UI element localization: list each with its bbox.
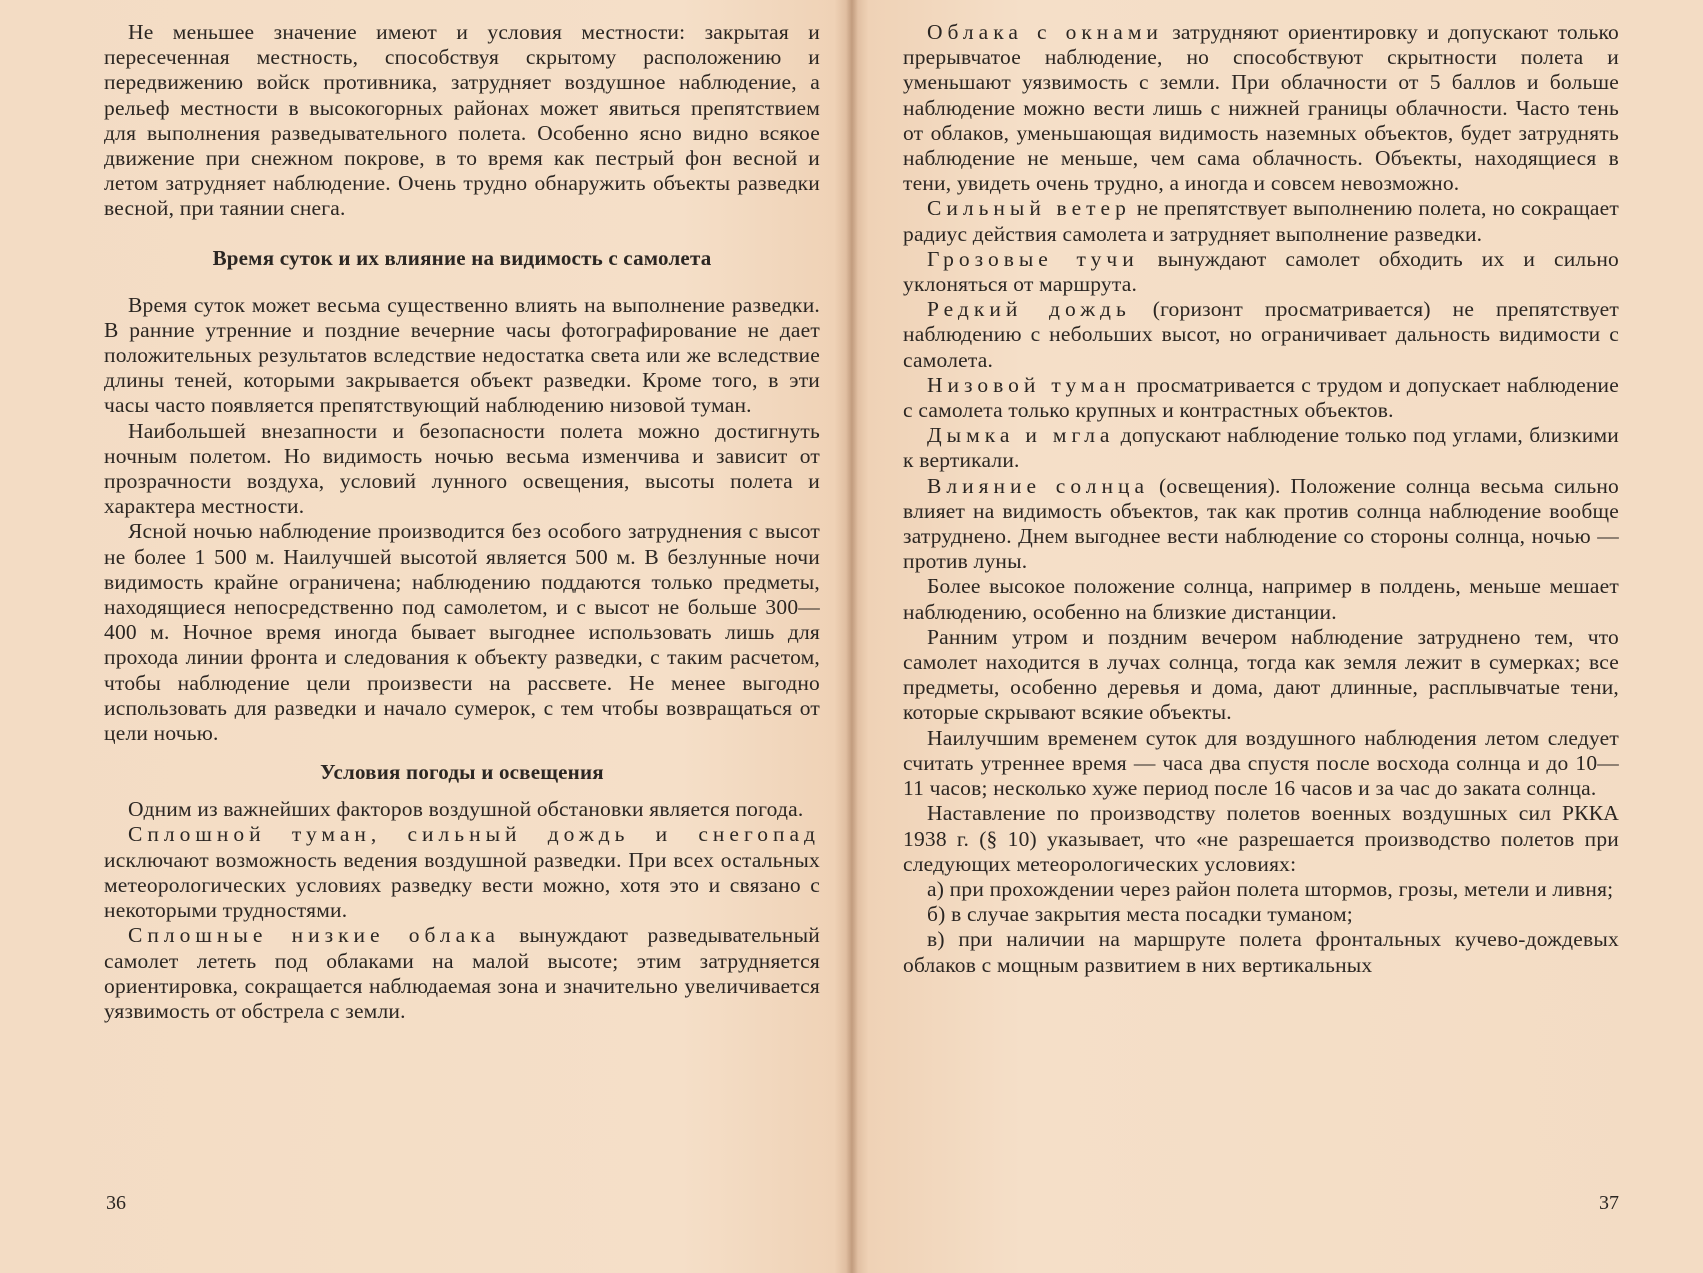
- paragraph-text: (освещения). Положение солнца весьма сильно влияет на видимость объектов, так как против солнца наблюдение вообще затруднено. Днем выгоднее вести наблюдение со стороны солнца, ночью — против луны.: [903, 473, 1619, 574]
- spaced-term: Грозовые тучи: [927, 246, 1139, 271]
- paragraph: Наставление по производству полетов военных воздушных сил РККА 1938 г. (§ 10) указывает, что «не разрешается производство полетов при следующих метеорологических условиях:: [903, 801, 1619, 876]
- right-text-column: [903, 20, 1619, 978]
- left-page: [0, 0, 850, 1273]
- paragraph: Ясной ночью наблюдение производится без особого затруднения с высот не более 1 500 м. Наилучшей высотой является 500 м. В безлунные ночи видимость крайне ограничена; наблюдению поддаются только предметы, находящиеся непосредственно под самолетом, и с высот не больше 300—400 м. Ночное время иногда бывает выгоднее использовать лишь для прохода линии фронта и следования к объекту разведки, с таким расчетом, чтобы наблюдение цели произвести на рассвете. Не менее выгодно использовать для разведки и начало сумерок, с тем чтобы возвращаться от цели ночью.: [104, 519, 820, 746]
- spaced-term: Редкий дождь: [927, 297, 1131, 322]
- paragraph: [903, 474, 1619, 575]
- spaced-term: Сплошные низкие облака: [128, 923, 500, 948]
- paragraph: [903, 297, 1619, 373]
- paragraph-text: вынуждают разведывательный самолет лететь под облаками на малой высоте; этим затрудняется ориентировка, сокращается наблюдаемая зона и значительно увеличивается уязвимость от обстрела с земли.: [104, 923, 820, 1023]
- right-page: [853, 0, 1703, 1273]
- paragraph-text: исключают возможность ведения воздушной разведки. При всех остальных метеорологических условиях разведку вести можно, хотя это и связано с некоторыми трудностями.: [104, 847, 820, 923]
- paragraph: Наибольшей внезапности и безопасности полета можно достигнуть ночным полетом. Но видимость ночью весьма изменчива и зависит от прозрачности воздуха, условий лунного освещения, высоты полета и характера местности.: [104, 418, 820, 519]
- paragraph: Не меньшее значение имеют и условия местности: закрытая и пересеченная местность, способствуя скрытому расположению и передвижению войск противника, затрудняет воздушное наблюдение, а рельеф местности в высокогорных районах может явиться препятствием для выполнения разведывательного полета. Особенно ясно видно всякое движение при снежном покрове, в то время как пестрый фон весной и летом затрудняет наблюдение. Очень трудно обнаружить объекты разведки весной, при таянии снега.: [104, 20, 820, 221]
- spaced-term: Сплошной туман, сильный дождь и снегопад: [128, 822, 820, 847]
- list-item: а) при прохождении через район полета штормов, грозы, метели и ливня;: [927, 876, 1614, 901]
- paragraph: Одним из важнейших факторов воздушной обстановки является погода.: [128, 797, 804, 822]
- section-heading: Условия погоды и освещения: [320, 760, 604, 785]
- paragraph: [104, 923, 820, 1024]
- paragraph: [104, 822, 820, 923]
- paragraph: Более высокое положение солнца, например в полдень, меньше мешает наблюдению, особенно на близкие дистанции.: [903, 574, 1619, 624]
- paragraph: [903, 373, 1619, 423]
- spaced-term: Влияние солнца: [927, 473, 1150, 498]
- paragraph: [903, 423, 1619, 473]
- spaced-term: Низовой туман: [927, 372, 1131, 397]
- paragraph-text: (горизонт просматривается) не препятствует наблюдению с небольших высот, но ограничивает дальность видимости с самолета.: [903, 297, 1619, 372]
- section-heading: Время суток и их влияние на видимость с самолета: [212, 245, 712, 270]
- spaced-term: Сильный ветер: [927, 196, 1131, 221]
- paragraph-text: допускают наблюдение только под углами, близкими к вертикали.: [903, 423, 1619, 473]
- list-item: б) в случае закрытия места посадки туманом;: [927, 902, 1353, 927]
- paragraph: [903, 196, 1619, 246]
- paragraph: [903, 20, 1619, 196]
- spaced-term: Облака с окнами: [927, 20, 1163, 44]
- paragraph: [903, 247, 1619, 297]
- paragraph-text: просматривается с трудом и допускает наблюдение с самолета только крупных и контрастных объектов.: [903, 372, 1619, 423]
- left-text-column: [104, 20, 820, 1024]
- paragraph: Наилучшим временем суток для воздушного наблюдения летом следует считать утреннее время — часа два спустя после восхода солнца и до 10—11 часов; несколько хуже период после 16 часов и за час до заката солнца.: [903, 725, 1619, 801]
- page-number: 36: [106, 1192, 126, 1214]
- paragraph: Время суток может весьма существенно влиять на выполнение разведки. В ранние утренние и поздние вечерние часы фотографирование не дает положительных результатов вследствие недостатка света или же вследствие длины теней, которыми закрывается объект разведки. Кроме того, в эти часы часто появляется препятствующий наблюдению низовой туман.: [104, 292, 820, 418]
- spaced-term: Дымка и мгла: [927, 423, 1115, 448]
- paragraph: Ранним утром и поздним вечером наблюдение затруднено тем, что самолет находится в лучах солнца, тогда как земля лежит в сумерках; все предметы, особенно деревья и дома, дают длинные, расплывчатые тени, которые скрывают всякие объекты.: [903, 624, 1619, 725]
- paragraph-text: вынуждают самолет обходить их и сильно уклоняться от маршрута.: [903, 246, 1619, 297]
- paragraph-text: не препятствует выполнению полета, но сокращает радиус действия самолета и затрудняет выполнение разведки.: [903, 196, 1619, 246]
- paragraph-text: затрудняют ориентировку и допускают только прерывчатое наблюдение, но способствуют скрытности полета и уменьшают уязвимость с земли. При облачности от 5 баллов и больше наблюдение можно вести лишь с нижней границы облачности. Часто тень от облаков, уменьшающая видимость наземных объектов, будет затруднять наблюдение не меньше, чем сама облачность. Объекты, находящиеся в тени, увидеть очень трудно, а иногда и совсем невозможно.: [903, 20, 1620, 196]
- list-item: в) при наличии на маршруте полета фронтальных кучево-дождевых облаков с мощным развитием в них вертикальных: [903, 927, 1619, 977]
- page-number: 37: [1599, 1192, 1619, 1214]
